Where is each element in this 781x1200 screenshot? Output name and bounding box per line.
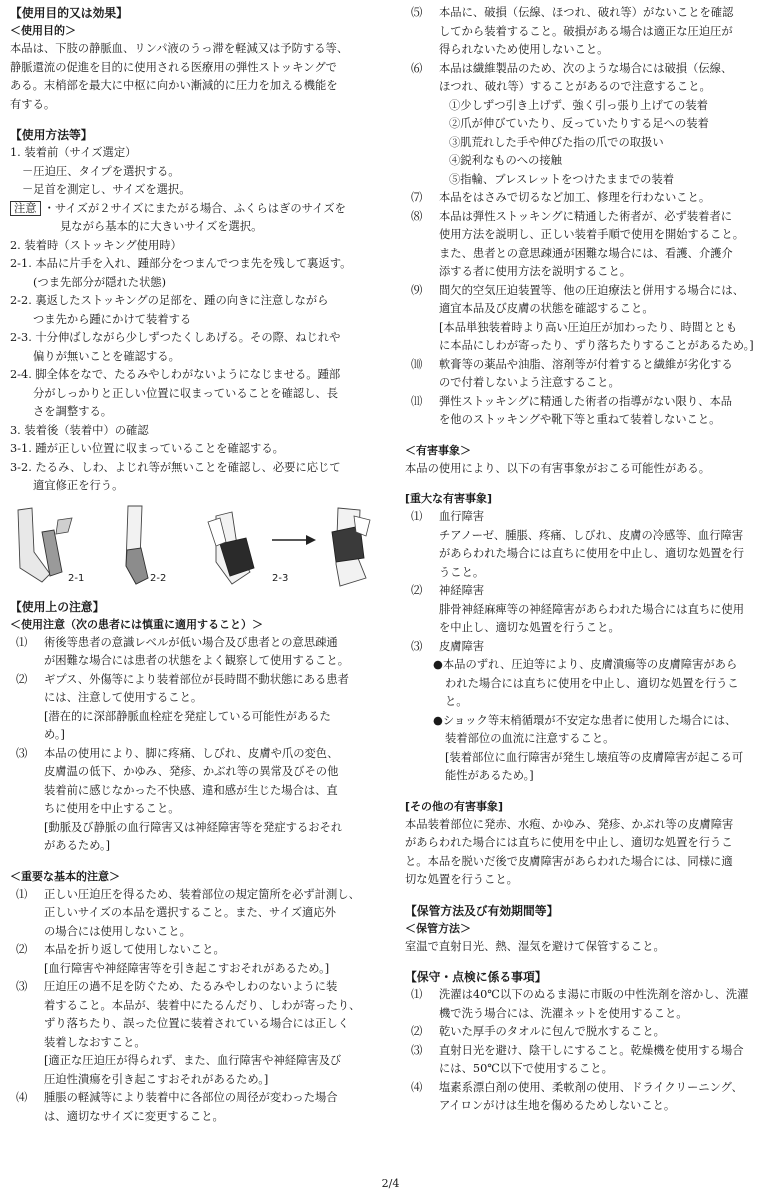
subsection-title-serious: [重大な有害事象] bbox=[405, 492, 493, 505]
item-number: ⑵ bbox=[16, 943, 28, 956]
item-number bbox=[405, 263, 439, 282]
purpose-line: 有する。 bbox=[10, 97, 56, 111]
item-text: ギプス、外傷等により装着部位が長時間不動状態にある患者 bbox=[44, 672, 349, 686]
item-text: ちに使用を中止すること。 bbox=[44, 802, 180, 815]
item-number bbox=[405, 1060, 439, 1079]
numbered-item-line bbox=[10, 689, 374, 708]
item-number: ⑹ bbox=[411, 61, 423, 75]
item-text: また、患者との意思疎通が困難な場合には、看護、介護介 bbox=[439, 246, 733, 260]
figure-label: 2-1 bbox=[68, 572, 85, 584]
section-title-storage: 【保管方法及び有効期間等】 bbox=[405, 903, 559, 918]
numbered-item-line bbox=[10, 997, 374, 1016]
item-text: 洗濯は40℃以下のぬるま湯に市販の中性洗剤を溶かし、洗濯 bbox=[439, 988, 749, 1001]
numbered-item-line bbox=[10, 782, 374, 801]
subsection-title-adverse: ＜有害事象＞ bbox=[405, 443, 471, 457]
maintenance-list bbox=[405, 986, 771, 1116]
numbered-item-line bbox=[405, 263, 771, 282]
serious-item-text: うこと。 bbox=[439, 565, 485, 579]
item-number bbox=[10, 837, 44, 856]
numbered-item-line bbox=[10, 1034, 374, 1053]
item-number bbox=[10, 819, 44, 838]
item-number bbox=[10, 1034, 44, 1053]
section-title-maintenance: 【保守・点検に係る事項】 bbox=[405, 970, 547, 984]
item-number bbox=[10, 923, 44, 942]
serious-item-head bbox=[405, 638, 771, 657]
item-number: ⑶ bbox=[411, 1043, 423, 1057]
item-number bbox=[10, 960, 44, 979]
numbered-item-line bbox=[405, 208, 771, 227]
numbered-item-line bbox=[10, 745, 374, 764]
damage-cause-item: ①少しずつ引き上げず、強く引っ張り上げての装着 bbox=[449, 98, 708, 112]
caution-note bbox=[10, 200, 374, 219]
item-text: 軟膏等の薬品や油脂、溶剤等が付着すると繊維が劣化する bbox=[439, 357, 733, 371]
serious-item-text: 腓骨神経麻痺等の神経障害があらわれた場合には直ちに使用 bbox=[439, 602, 745, 616]
purpose-line: 静脈還流の促進を目的に使用される医療用の弾性ストッキングで bbox=[10, 60, 337, 74]
item-number bbox=[10, 904, 44, 923]
numbered-item-line bbox=[405, 1023, 771, 1042]
numbered-item-line bbox=[10, 904, 374, 923]
other-line: と。本品を脱いだ後で皮膚障害があらわれた場合には、同様に適 bbox=[405, 854, 733, 868]
method-line: 2-2. 裏返したストッキングの足部を、踵の向きに注意しながら bbox=[10, 294, 329, 307]
method-line: 2-4. 脚全体をなで、たるみやしわがないようになじませる。踵部 bbox=[10, 368, 341, 381]
item-text: 本品を折り返して使用しないこと。 bbox=[44, 943, 225, 956]
item-text: の場合には使用しないこと。 bbox=[44, 924, 191, 938]
method-line: 1. 装着前（サイズ選定） bbox=[10, 146, 137, 159]
section-title-purpose: 【使用目的又は効果】 bbox=[10, 6, 128, 20]
item-number bbox=[405, 337, 439, 356]
item-text: 装着しなおすこと。 bbox=[44, 1035, 146, 1049]
item-number: ⑶ bbox=[411, 639, 423, 653]
stocking-illustration bbox=[10, 502, 374, 592]
method-line: つま先から踵にかけて装着する bbox=[33, 312, 192, 326]
item-text: は、適切なサイズに変更すること。 bbox=[44, 1109, 224, 1123]
item-number: ⑾ bbox=[411, 394, 423, 408]
numbered-item-line bbox=[10, 763, 374, 782]
numbered-item-line bbox=[405, 23, 771, 42]
important-list bbox=[10, 886, 374, 1127]
item-number bbox=[405, 374, 439, 393]
item-text: 適宜本品及び皮膚の状態を確認すること。 bbox=[439, 302, 654, 315]
numbered-item-line bbox=[405, 319, 771, 338]
item-number bbox=[405, 300, 439, 319]
method-line: 偏りが無いことを確認する。 bbox=[33, 349, 180, 363]
caution-line: 見ながら基本的に大きいサイズを選択。 bbox=[60, 220, 263, 233]
item-text: 皮膚温の低下、かゆみ、発疹、かぶれ等の異常及びその他 bbox=[44, 765, 339, 778]
item-text: [動脈及び静脈の血行障害又は神経障害等を発症するおそれ bbox=[44, 820, 343, 834]
item-number: ⑶ bbox=[16, 746, 28, 760]
figure-label: 2-2 bbox=[150, 572, 167, 584]
skin-bullet-line: ●本品のずれ、圧迫等により、皮膚潰瘍等の皮膚障害があら bbox=[433, 658, 738, 671]
item-text: 機で洗う場合には、洗濯ネットを使用すること。 bbox=[439, 1006, 688, 1020]
method-line: －圧迫圧、タイプを選択する。 bbox=[22, 164, 180, 178]
item-text: ので付着しないよう注意すること。 bbox=[439, 376, 620, 389]
numbered-item-line bbox=[10, 1108, 374, 1127]
numbered-item-line bbox=[405, 226, 771, 245]
page-number: 2/4 bbox=[381, 1177, 400, 1190]
item-number bbox=[405, 78, 439, 97]
item-number bbox=[405, 411, 439, 430]
skin-bullet-line: [装着部位に血行障害が発生し壊疽等の皮膚障害が起こる可 bbox=[445, 750, 744, 764]
numbered-item-line bbox=[405, 189, 771, 208]
item-text: ほつれ、破れ等）することがあるので注意すること。 bbox=[439, 80, 711, 93]
numbered-item-line bbox=[10, 1071, 374, 1090]
item-text: め。] bbox=[44, 728, 65, 741]
item-number bbox=[405, 41, 439, 60]
purpose-line: ある。末梢部を最大に中枢に向かい漸減的に圧力を加える機能を bbox=[10, 79, 338, 92]
item-number bbox=[10, 652, 44, 671]
item-text: 術後等患者の意識レベルが低い場合及び患者との意思疎通 bbox=[44, 635, 338, 649]
item-text: 正しいサイズの本品を選択すること。また、サイズ適応外 bbox=[44, 906, 336, 919]
numbered-item-line bbox=[405, 356, 771, 375]
item-number bbox=[10, 997, 44, 1016]
item-text: に本品にしわが寄ったり、ずり落ちたりすることがあるため。] bbox=[439, 339, 754, 352]
item-text: を他のストッキングや靴下等と重ねて装着しないこと。 bbox=[439, 413, 721, 426]
item-text: 直射日光を避け、陰干しにすること。乾燥機を使用する場合 bbox=[439, 1043, 744, 1057]
item-text: 着すること。本品が、装着中にたるんだり、しわが寄ったり、 bbox=[44, 998, 361, 1012]
damage-causes-list bbox=[405, 97, 771, 190]
item-text: 本品をはさみで切るなど加工、修理を行わないこと。 bbox=[439, 191, 711, 204]
numbered-item-line bbox=[10, 960, 374, 979]
numbered-item-line bbox=[10, 1089, 374, 1108]
numbered-item-line bbox=[405, 60, 771, 79]
subsection-title-other-adverse: [その他の有害事象] bbox=[405, 799, 504, 813]
item-number: ⑵ bbox=[16, 672, 28, 686]
item-text: 本品は繊維製品のため、次のような場合には破損（伝線、 bbox=[439, 61, 733, 75]
numbered-item-line bbox=[405, 1097, 771, 1116]
method-line: 3-2. たるみ、しわ、よじれ等が無いことを確認し、必要に応じて bbox=[10, 460, 341, 474]
item-number: ⑴ bbox=[411, 510, 423, 523]
item-text: 装着前に感じなかった不快感、違和感が生じた場合は、直 bbox=[44, 783, 338, 797]
damage-cause-item: ③肌荒れした手や伸びた指の爪での取扱い bbox=[449, 135, 664, 149]
serious-item-text: を中止し、適切な処置を行うこと。 bbox=[439, 621, 620, 634]
numbered-item-line bbox=[10, 726, 374, 745]
numbered-item-line bbox=[405, 4, 771, 23]
method-line: －足首を測定し、サイズを選択。 bbox=[22, 183, 191, 196]
item-number bbox=[10, 708, 44, 727]
figure-label: 2-3 bbox=[272, 572, 289, 584]
serious-item-text: があらわれた場合には直ちに使用を中止し、適切な処置を行 bbox=[439, 547, 745, 560]
item-text: 腫脹の軽減等により装着中に各部位の周径が変わった場合 bbox=[44, 1091, 338, 1104]
item-number bbox=[405, 1005, 439, 1024]
item-text: アイロンがけは生地を傷めるためしないこと。 bbox=[439, 1099, 676, 1112]
stocking-steps-drawing bbox=[10, 502, 374, 592]
precautions-list-continued bbox=[405, 189, 771, 430]
item-text: ずり落ちたり、誤った位置に装着されている場合には正しく bbox=[44, 1017, 350, 1030]
item-number: ⑸ bbox=[411, 6, 423, 19]
method-line: 3. 装着後（装着中）の確認 bbox=[10, 423, 149, 437]
item-number: ⑽ bbox=[411, 357, 423, 371]
serious-item-head bbox=[405, 582, 771, 601]
item-text: [適正な圧迫圧が得られず、また、血行障害や神経障害及び bbox=[44, 1054, 342, 1067]
item-number bbox=[10, 1052, 44, 1071]
item-number: ⑷ bbox=[16, 1091, 28, 1104]
item-text: 添する者に使用方法を説明すること。 bbox=[439, 265, 632, 278]
item-number bbox=[10, 763, 44, 782]
item-number: ⑼ bbox=[411, 283, 423, 297]
serious-item-head bbox=[405, 508, 771, 527]
section-title-precautions: 【使用上の注意】 bbox=[10, 599, 105, 614]
numbered-item-line bbox=[10, 923, 374, 942]
item-text: があるため。] bbox=[44, 839, 111, 852]
item-number bbox=[405, 245, 439, 264]
item-text: [潜在的に深部静脈血栓症を発症している可能性があるた bbox=[44, 709, 331, 723]
item-number: ⑴ bbox=[16, 635, 28, 649]
item-text: してから装着すること。破損がある場合は適正な圧迫圧が bbox=[439, 24, 733, 38]
item-text: 圧迫性潰瘍を引き起こすおそれがあるため。] bbox=[44, 1072, 269, 1086]
caution-label: 注意 bbox=[10, 201, 41, 216]
other-line: 切な処置を行うこと。 bbox=[405, 873, 518, 886]
numbered-item-line bbox=[405, 411, 771, 430]
purpose-line: 本品は、下肢の静脈血、リンパ液のうっ滞を軽減又は予防する等、 bbox=[10, 42, 349, 55]
item-number bbox=[10, 689, 44, 708]
subsection-title-storage-method: ＜保管方法＞ bbox=[405, 921, 471, 935]
numbered-item-line bbox=[405, 1079, 771, 1098]
item-text: 本品の使用により、脚に疼痛、しびれ、皮膚や爪の変色、 bbox=[44, 746, 339, 760]
method-line: (つま先部分が隠れた状態) bbox=[33, 275, 167, 289]
numbered-item-line bbox=[10, 634, 374, 653]
skin-bullet-line: われた場合には直ちに使用を中止し、適切な処置を行うこ bbox=[445, 676, 739, 690]
item-number: ⑺ bbox=[411, 191, 423, 204]
item-text: 本品に、破損（伝線、ほつれ、破れ等）がないことを確認 bbox=[439, 6, 734, 19]
numbered-item-line bbox=[10, 978, 374, 997]
other-adverse-text bbox=[405, 816, 771, 890]
skin-disorder-list bbox=[405, 656, 771, 786]
subsection-title-careful-use: ＜使用注意（次の患者には慎重に適用すること）＞ bbox=[10, 617, 263, 631]
numbered-item-line bbox=[405, 393, 771, 412]
numbered-item-line bbox=[10, 652, 374, 671]
item-text: 弾性ストッキングに精通した術者の指導がない限り、本品 bbox=[439, 394, 733, 408]
item-number bbox=[10, 1015, 44, 1034]
method-line: 2. 装着時（ストッキング使用時） bbox=[10, 238, 182, 252]
item-number: ⑶ bbox=[16, 980, 28, 993]
skin-bullet-line: ●ショック等末梢循環が不安定な患者に使用した場合には、 bbox=[433, 713, 737, 727]
item-text: 塩素系漂白剤の使用、柔軟剤の使用、ドライクリーニング、 bbox=[439, 1080, 743, 1094]
item-number bbox=[10, 782, 44, 801]
item-text: 使用方法を説明し、正しい装着手順で使用を開始すること。 bbox=[439, 228, 745, 241]
item-number bbox=[10, 1071, 44, 1090]
skin-bullet-line: 装着部位の血流に注意すること。 bbox=[445, 732, 615, 745]
numbered-item-line bbox=[10, 819, 374, 838]
item-number: ⑴ bbox=[411, 988, 423, 1001]
method-line: 3-1. 踵が正しい位置に収まっていることを確認する。 bbox=[10, 442, 284, 455]
numbered-item-line bbox=[405, 986, 771, 1005]
serious-item-title: 神経障害 bbox=[439, 584, 485, 597]
precautions-list-continued bbox=[405, 4, 771, 97]
numbered-item-line bbox=[10, 941, 374, 960]
method-line: 適宜修正を行う。 bbox=[33, 479, 124, 492]
numbered-item-line bbox=[405, 78, 771, 97]
method-line: 2-3. 十分伸ばしながら少しずつたくしあげる。その際、ねじれや bbox=[10, 331, 341, 344]
caution-line: ・サイズが２サイズにまたがる場合、ふくらはぎのサイズを bbox=[43, 201, 346, 215]
storage-text: 室温で直射日光、熱、湿気を避けて保管すること。 bbox=[405, 939, 665, 953]
numbered-item-line bbox=[405, 374, 771, 393]
item-text: 正しい圧迫圧を得るため、装着部位の規定箇所を必ず計測し、 bbox=[44, 887, 360, 901]
numbered-item-line bbox=[405, 41, 771, 60]
subsection-title-purpose: ＜使用目的＞ bbox=[10, 24, 76, 37]
numbered-item-line bbox=[10, 1015, 374, 1034]
numbered-item-line bbox=[10, 671, 374, 690]
numbered-item-line bbox=[405, 1005, 771, 1024]
item-text: 間欠的空気圧迫装置等、他の圧迫療法と併用する場合には、 bbox=[439, 283, 745, 297]
numbered-item-line bbox=[10, 886, 374, 905]
numbered-item-line bbox=[10, 837, 374, 856]
right-column bbox=[405, 4, 771, 1116]
item-text: 圧迫圧の過不足を防ぐため、たるみやしわのないように装 bbox=[44, 980, 338, 993]
skin-bullet-line: と。 bbox=[445, 695, 468, 708]
purpose-text bbox=[10, 40, 374, 114]
numbered-item-line bbox=[10, 800, 374, 819]
item-number bbox=[10, 726, 44, 745]
numbered-item-line bbox=[405, 282, 771, 301]
item-text: 乾いた厚手のタオルに包んで脱水すること。 bbox=[439, 1025, 665, 1038]
item-text: 得られないため使用しないこと。 bbox=[439, 43, 609, 56]
skin-bullet-line: 能性があるため。] bbox=[445, 769, 534, 782]
method-line: 分がしっかりと正しい位置に収まっていることを確認し、長 bbox=[33, 386, 339, 400]
numbered-item-line bbox=[405, 245, 771, 264]
item-number bbox=[405, 23, 439, 42]
serious-item-title: 皮膚障害 bbox=[439, 639, 485, 653]
item-number: ⑻ bbox=[411, 209, 423, 223]
damage-cause-item: ②爪が伸びていたり、反っていたりする足への装着 bbox=[449, 117, 709, 130]
item-number bbox=[405, 1097, 439, 1116]
item-text: [血行障害や神経障害等を引き起こすおそれがあるため。] bbox=[44, 961, 330, 975]
item-text: [本品単独装着時より高い圧迫圧が加わったり、時間ととも bbox=[439, 320, 738, 334]
item-number bbox=[10, 1108, 44, 1127]
item-number: ⑴ bbox=[16, 887, 28, 901]
method-line: さを調整する。 bbox=[33, 405, 113, 418]
section-title-method: 【使用方法等】 bbox=[10, 128, 93, 142]
method-line: 2-1. 本品に片手を入れ、踵部分をつまんでつま先を残して裏返す。 bbox=[10, 257, 352, 270]
other-line: 本品装着部位に発赤、水疱、かゆみ、発疹、かぶれ等の皮膚障害 bbox=[405, 817, 734, 831]
item-text: には、注意して使用すること。 bbox=[44, 691, 203, 704]
precautions-list bbox=[10, 634, 374, 856]
numbered-item-line bbox=[10, 1052, 374, 1071]
other-line: があらわれた場合には直ちに使用を中止し、適切な処置を行うこ bbox=[405, 836, 733, 849]
item-text: には、50℃以下で使用すること。 bbox=[439, 1062, 613, 1075]
item-number: ⑵ bbox=[411, 584, 423, 597]
item-number bbox=[10, 800, 44, 819]
left-column bbox=[10, 4, 374, 1126]
item-number bbox=[405, 226, 439, 245]
subsection-title-important: ＜重要な基本的注意＞ bbox=[10, 869, 120, 883]
item-text: が困難な場合には患者の状態をよく観察して使用すること。 bbox=[44, 654, 350, 667]
adverse-intro: 本品の使用により、以下の有害事象がおこる可能性がある。 bbox=[405, 461, 711, 475]
damage-cause-item: ⑤指輪、ブレスレットをつけたままでの装着 bbox=[449, 172, 675, 186]
item-number: ⑵ bbox=[411, 1025, 423, 1038]
numbered-item-line bbox=[405, 1042, 771, 1061]
damage-cause-item: ④鋭利なものへの接触 bbox=[449, 154, 562, 167]
numbered-item-line bbox=[10, 708, 374, 727]
item-text: 本品は弾性ストッキングに精通した術者が、必ず装着者に bbox=[439, 209, 733, 223]
item-number bbox=[405, 319, 439, 338]
serious-item-title: 血行障害 bbox=[439, 510, 485, 523]
item-number: ⑷ bbox=[411, 1080, 423, 1094]
serious-adverse-list bbox=[405, 508, 771, 656]
numbered-item-line bbox=[405, 1060, 771, 1079]
serious-item-text: チアノーゼ、腫脹、疼痛、しびれ、皮膚の冷感等、血行障害 bbox=[439, 528, 744, 542]
numbered-item-line bbox=[405, 337, 771, 356]
numbered-item-line bbox=[405, 300, 771, 319]
